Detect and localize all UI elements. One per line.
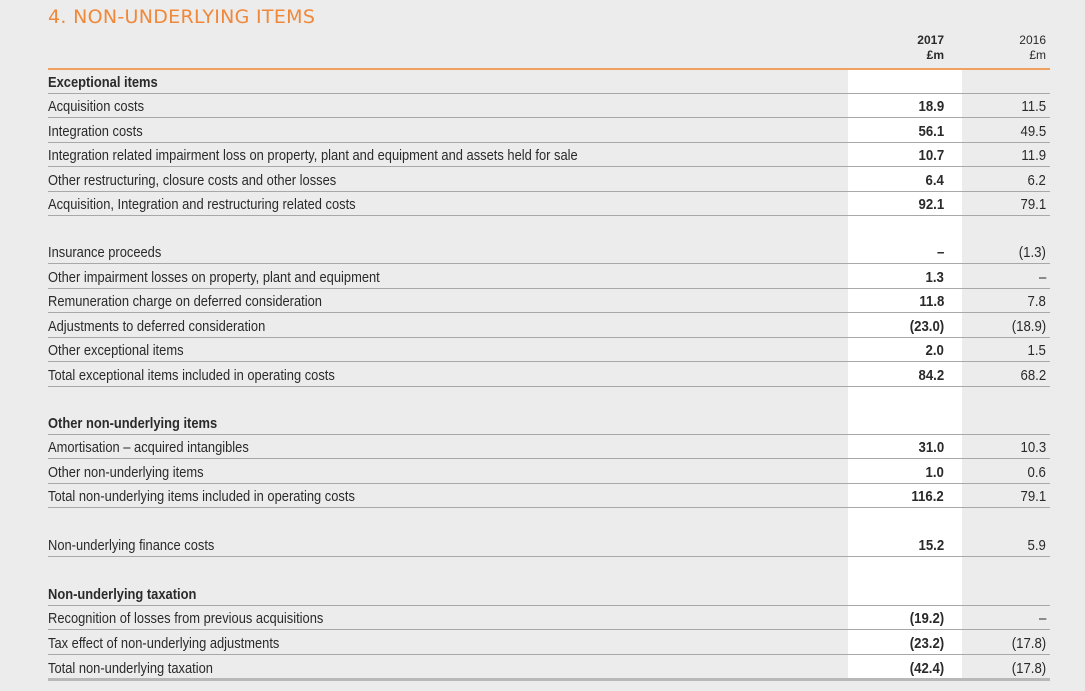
value-2016: (17.8)	[1011, 660, 1046, 677]
row-label: Insurance proceeds	[48, 244, 162, 261]
row-label: Integration costs	[48, 123, 143, 140]
column-header-2017-year: 2017	[917, 33, 944, 47]
row-label: Tax effect of non-underlying adjustments	[48, 635, 280, 652]
value-2017: 56.1	[918, 123, 944, 140]
table-row	[48, 143, 1050, 167]
value-2016: (18.9)	[1011, 318, 1046, 335]
value-2016: 5.9	[1027, 537, 1046, 554]
table-row	[48, 338, 1050, 362]
row-label: Adjustments to deferred consideration	[48, 318, 266, 335]
value-2016: 68.2	[1020, 367, 1046, 384]
value-2017: 10.7	[918, 147, 944, 164]
row-label: Other non-underlying items	[48, 415, 218, 432]
table-row	[48, 240, 1050, 264]
value-2016: 11.5	[1021, 98, 1046, 115]
value-2017: (23.2)	[909, 635, 944, 652]
value-2017: 1.3	[925, 269, 944, 286]
value-2016: 79.1	[1020, 488, 1046, 505]
table-row	[48, 94, 1050, 118]
value-2016: (17.8)	[1011, 635, 1046, 652]
column-header-2017	[860, 33, 944, 63]
row-label: Acquisition, Integration and restructuring related costs	[48, 196, 356, 213]
table-row	[48, 631, 1050, 655]
page-title: 4. NON-UNDERLYING ITEMS	[48, 6, 316, 28]
row-label: Total exceptional items included in operating costs	[48, 367, 335, 384]
row-label: Acquisition costs	[48, 98, 145, 115]
table-row	[48, 435, 1050, 459]
value-2017: 31.0	[918, 439, 944, 456]
row-label: Other restructuring, closure costs and other losses	[48, 172, 337, 189]
table-row	[48, 265, 1050, 289]
row-label: Non-underlying finance costs	[48, 537, 215, 554]
value-2017: –	[936, 244, 944, 261]
total-row	[48, 655, 1050, 679]
value-2017: 11.8	[919, 293, 944, 310]
value-2016: 11.9	[1021, 147, 1046, 164]
row-label: Other exceptional items	[48, 342, 184, 359]
section-header	[48, 70, 1050, 94]
value-2016: 10.3	[1020, 439, 1046, 456]
value-2016: –	[1038, 610, 1046, 627]
value-2016: 1.5	[1027, 342, 1046, 359]
column-header-2016-year: 2016	[1019, 33, 1046, 47]
row-label: Remuneration charge on deferred consideration	[48, 293, 322, 310]
table-row	[48, 168, 1050, 192]
column-header-2016	[960, 33, 1046, 63]
table-row	[48, 606, 1050, 630]
value-2016: –	[1038, 269, 1046, 286]
table-row	[48, 289, 1050, 313]
value-2016: 7.8	[1027, 293, 1046, 310]
total-row	[48, 484, 1050, 508]
total-row	[48, 533, 1050, 557]
value-2017: 2.0	[925, 342, 944, 359]
column-header-2017-unit: £m	[926, 48, 944, 62]
column-header-2016-unit: £m	[1029, 48, 1046, 62]
value-2017: (42.4)	[909, 660, 944, 677]
row-label: Non-underlying taxation	[48, 586, 197, 603]
value-2016: (1.3)	[1018, 244, 1046, 261]
table-bottom-rule	[48, 678, 1050, 681]
table-row	[48, 119, 1050, 143]
value-2017: 1.0	[925, 464, 944, 481]
value-2017: 84.2	[918, 367, 944, 384]
row-label: Recognition of losses from previous acquisitions	[48, 610, 324, 627]
value-2017: (19.2)	[909, 610, 944, 627]
value-2016: 6.2	[1027, 172, 1046, 189]
section-header	[48, 582, 1050, 606]
row-label: Amortisation – acquired intangibles	[48, 439, 249, 456]
table-row	[48, 314, 1050, 338]
row-label: Other impairment losses on property, plant and equipment	[48, 269, 380, 286]
row-label: Integration related impairment loss on property, plant and equipment and assets held for sale	[48, 147, 578, 164]
value-2017: 116.2	[911, 488, 944, 505]
row-label: Total non-underlying taxation	[48, 660, 213, 677]
row-label: Total non-underlying items included in operating costs	[48, 488, 355, 505]
row-label: Exceptional items	[48, 74, 158, 91]
table-row	[48, 460, 1050, 484]
total-row	[48, 363, 1050, 387]
row-label: Other non-underlying items	[48, 464, 204, 481]
value-2016: 49.5	[1020, 123, 1046, 140]
value-2017: 92.1	[918, 196, 944, 213]
value-2017: (23.0)	[909, 318, 944, 335]
section-header	[48, 411, 1050, 435]
value-2016: 0.6	[1027, 464, 1046, 481]
value-2017: 18.9	[918, 98, 944, 115]
total-row	[48, 192, 1050, 216]
value-2017: 15.2	[918, 537, 944, 554]
value-2016: 79.1	[1020, 196, 1046, 213]
value-2017: 6.4	[925, 172, 944, 189]
